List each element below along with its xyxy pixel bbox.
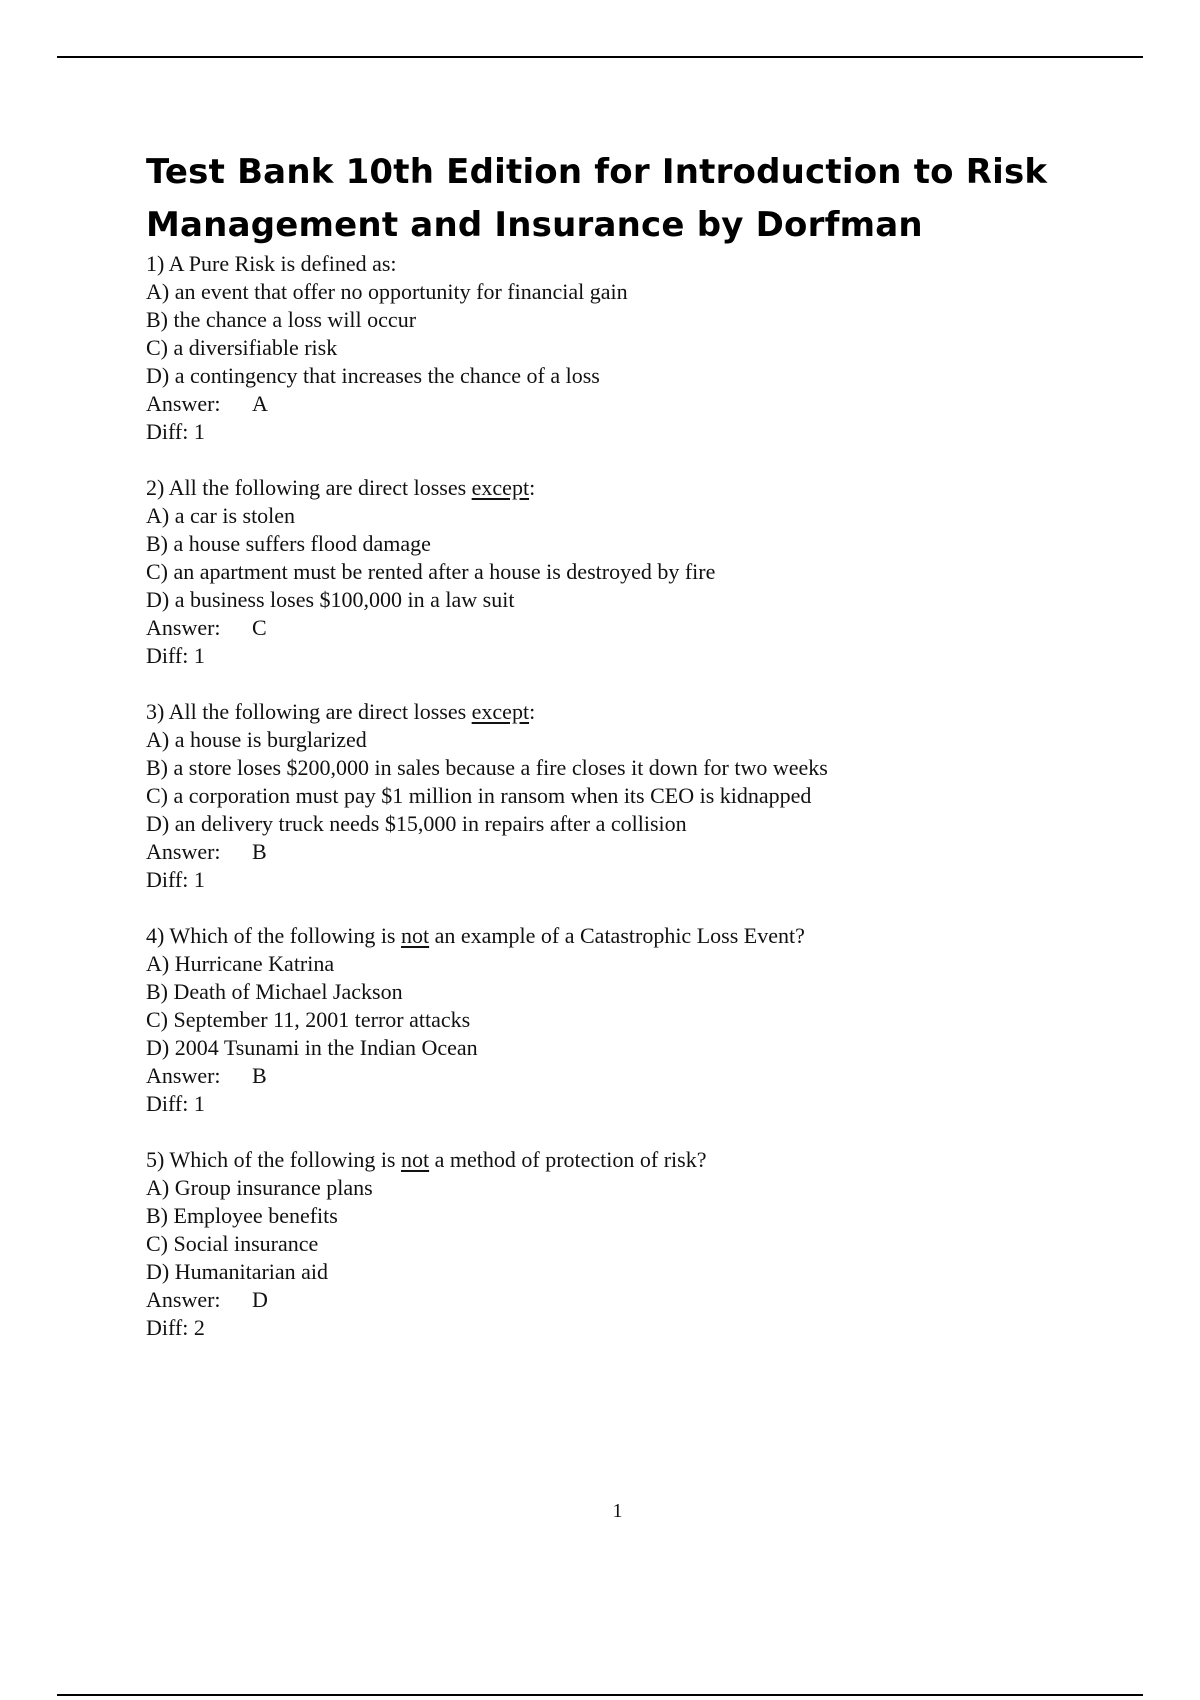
question-4 [146, 922, 1146, 1118]
answer-line [146, 1286, 1146, 1314]
difficulty: Diff: 1 [146, 867, 205, 892]
answer-label: Answer: [146, 839, 221, 864]
answer-label: Answer: [146, 391, 221, 416]
answer-line [146, 614, 1146, 642]
option-a: A) a house is burglarized [146, 727, 367, 752]
difficulty: Diff: 1 [146, 643, 205, 668]
question-stem: 4) Which of the following is not an example of a Catastrophic Loss Event? [146, 923, 805, 948]
page-number: 1 [612, 1500, 623, 1522]
answer-label: Answer: [146, 1287, 221, 1312]
option-c: C) September 11, 2001 terror attacks [146, 1007, 471, 1032]
option-b: B) a house suffers flood damage [146, 531, 431, 556]
option-c: C) a diversifiable risk [146, 335, 338, 360]
emphasis-underline: not [401, 923, 430, 948]
option-b: B) the chance a loss will occur [146, 307, 417, 332]
answer-label: Answer: [146, 615, 221, 640]
option-c: C) Social insurance [146, 1231, 319, 1256]
answer-value: D [252, 1287, 268, 1312]
option-c: C) a corporation must pay $1 million in ransom when its CEO is kidnapped [146, 783, 812, 808]
emphasis-underline: not [401, 1147, 430, 1172]
question-list [146, 250, 1146, 1370]
question-1 [146, 250, 1146, 446]
answer-value: A [252, 391, 268, 416]
option-a: A) a car is stolen [146, 503, 296, 528]
option-b: B) Death of Michael Jackson [146, 979, 403, 1004]
question-3 [146, 698, 1146, 894]
answer-label: Answer: [146, 1063, 221, 1088]
answer-line [146, 1062, 1146, 1090]
option-a: A) Group insurance plans [146, 1175, 373, 1200]
option-d: D) a business loses $100,000 in a law suit [146, 587, 515, 612]
option-a: A) Hurricane Katrina [146, 951, 335, 976]
option-b: B) a store loses $200,000 in sales because a fire closes it down for two weeks [146, 755, 828, 780]
difficulty: Diff: 1 [146, 1091, 205, 1116]
bottom-rule [57, 1694, 1143, 1696]
question-stem: 1) A Pure Risk is defined as: [146, 251, 397, 276]
emphasis-underline: except [471, 699, 530, 724]
answer-line [146, 390, 1146, 418]
top-rule [57, 56, 1143, 58]
answer-value: C [252, 615, 267, 640]
question-5 [146, 1146, 1146, 1342]
option-d: D) Humanitarian aid [146, 1259, 329, 1284]
option-d: D) a contingency that increases the chance of a loss [146, 363, 600, 388]
option-b: B) Employee benefits [146, 1203, 338, 1228]
question-stem: 3) All the following are direct losses except: [146, 699, 536, 724]
answer-line [146, 838, 1146, 866]
answer-value: B [252, 1063, 267, 1088]
option-d: D) an delivery truck needs $15,000 in repairs after a collision [146, 811, 687, 836]
document-title: Test Bank 10th Edition for Introduction to Risk Management and Insurance by Dorfman [146, 152, 1048, 245]
question-stem: 2) All the following are direct losses except: [146, 475, 536, 500]
option-c: C) an apartment must be rented after a house is destroyed by fire [146, 559, 716, 584]
question-stem: 5) Which of the following is not a method of protection of risk? [146, 1147, 707, 1172]
difficulty: Diff: 2 [146, 1315, 205, 1340]
question-2 [146, 474, 1146, 670]
difficulty: Diff: 1 [146, 419, 205, 444]
option-d: D) 2004 Tsunami in the Indian Ocean [146, 1035, 478, 1060]
option-a: A) an event that offer no opportunity for financial gain [146, 279, 628, 304]
emphasis-underline: except [471, 475, 530, 500]
answer-value: B [252, 839, 267, 864]
